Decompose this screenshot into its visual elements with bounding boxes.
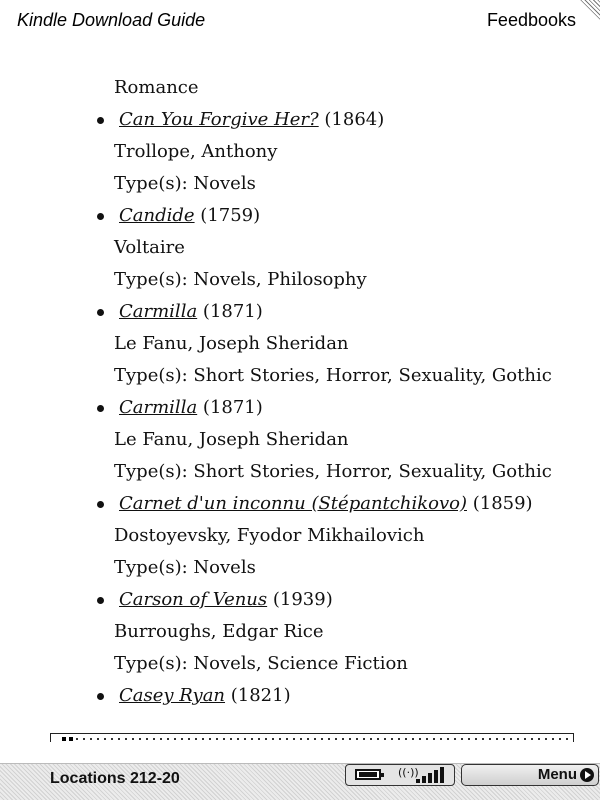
book-title-line bbox=[119, 392, 263, 424]
menu-arrow-icon bbox=[580, 768, 594, 782]
progress-track bbox=[50, 733, 574, 734]
book-author: Burroughs, Edgar Rice bbox=[114, 621, 324, 642]
book-year: (1759) bbox=[200, 205, 261, 226]
bookmark-corner-icon[interactable] bbox=[578, 0, 600, 22]
book-year: (1939) bbox=[272, 589, 333, 610]
book-title-line bbox=[119, 200, 260, 232]
book-author: Trollope, Anthony bbox=[114, 141, 278, 162]
book-author: Dostoyevsky, Fyodor Mikhailovich bbox=[114, 525, 425, 546]
bullet-icon bbox=[97, 309, 104, 316]
book-link[interactable]: Candide bbox=[119, 205, 195, 226]
wireless-icon: ((·)) bbox=[398, 766, 419, 779]
signal-strength-icon bbox=[416, 767, 446, 783]
book-title: Kindle Download Guide bbox=[17, 10, 206, 30]
book-types: Type(s): Short Stories, Horror, Sexuality, Gothic bbox=[114, 461, 552, 482]
menu-label: Menu bbox=[537, 766, 577, 783]
device-status-indicators bbox=[345, 764, 455, 786]
location-indicator: Locations 212-20 bbox=[50, 770, 180, 787]
book-author: Le Fanu, Joseph Sheridan bbox=[114, 429, 349, 450]
book-entry bbox=[0, 200, 600, 232]
book-entry bbox=[0, 680, 600, 712]
book-title-line bbox=[119, 584, 333, 616]
genre-label: Romance bbox=[114, 77, 199, 98]
text-line bbox=[0, 72, 600, 104]
book-title-line bbox=[119, 488, 533, 520]
menu-button[interactable] bbox=[461, 764, 599, 786]
book-types: Type(s): Novels, Philosophy bbox=[114, 269, 367, 290]
book-entry bbox=[0, 104, 600, 136]
book-year: (1871) bbox=[202, 397, 263, 418]
page-content bbox=[0, 72, 600, 712]
book-entry bbox=[0, 392, 600, 424]
book-link[interactable]: Can You Forgive Her? bbox=[119, 109, 319, 130]
progress-fill bbox=[62, 737, 76, 741]
reading-progress-bar bbox=[50, 733, 574, 743]
bullet-icon bbox=[97, 501, 104, 508]
book-year: (1871) bbox=[202, 301, 263, 322]
book-author: Voltaire bbox=[114, 237, 185, 258]
book-entry bbox=[0, 296, 600, 328]
book-year: (1864) bbox=[324, 109, 385, 130]
book-title-line bbox=[119, 680, 291, 712]
book-title-line bbox=[119, 104, 384, 136]
bullet-icon bbox=[97, 213, 104, 220]
book-types: Type(s): Novels bbox=[114, 557, 256, 578]
book-year: (1859) bbox=[472, 493, 533, 514]
publisher-label: Feedbooks bbox=[486, 10, 576, 30]
book-entry bbox=[0, 584, 600, 616]
bullet-icon bbox=[97, 117, 104, 124]
progress-end-cap bbox=[573, 733, 574, 742]
bullet-icon bbox=[97, 693, 104, 700]
progress-start-cap bbox=[50, 733, 51, 742]
status-bar bbox=[0, 763, 600, 800]
progress-dots bbox=[62, 738, 568, 740]
bullet-icon bbox=[97, 405, 104, 412]
book-link[interactable]: Carmilla bbox=[119, 301, 198, 322]
battery-icon bbox=[355, 769, 381, 780]
title-bar bbox=[0, 0, 600, 44]
book-link[interactable]: Carmilla bbox=[119, 397, 198, 418]
book-types: Type(s): Short Stories, Horror, Sexuality, Gothic bbox=[114, 365, 552, 386]
book-types: Type(s): Novels bbox=[114, 173, 256, 194]
bullet-icon bbox=[97, 597, 104, 604]
book-types: Type(s): Novels, Science Fiction bbox=[114, 653, 408, 674]
book-link[interactable]: Carson of Venus bbox=[119, 589, 268, 610]
book-year: (1821) bbox=[230, 685, 291, 706]
book-title-line bbox=[119, 296, 263, 328]
book-entry bbox=[0, 488, 600, 520]
book-link[interactable]: Casey Ryan bbox=[119, 685, 226, 706]
book-link[interactable]: Carnet d'un inconnu (Stépantchikovo) bbox=[119, 493, 467, 514]
book-author: Le Fanu, Joseph Sheridan bbox=[114, 333, 349, 354]
